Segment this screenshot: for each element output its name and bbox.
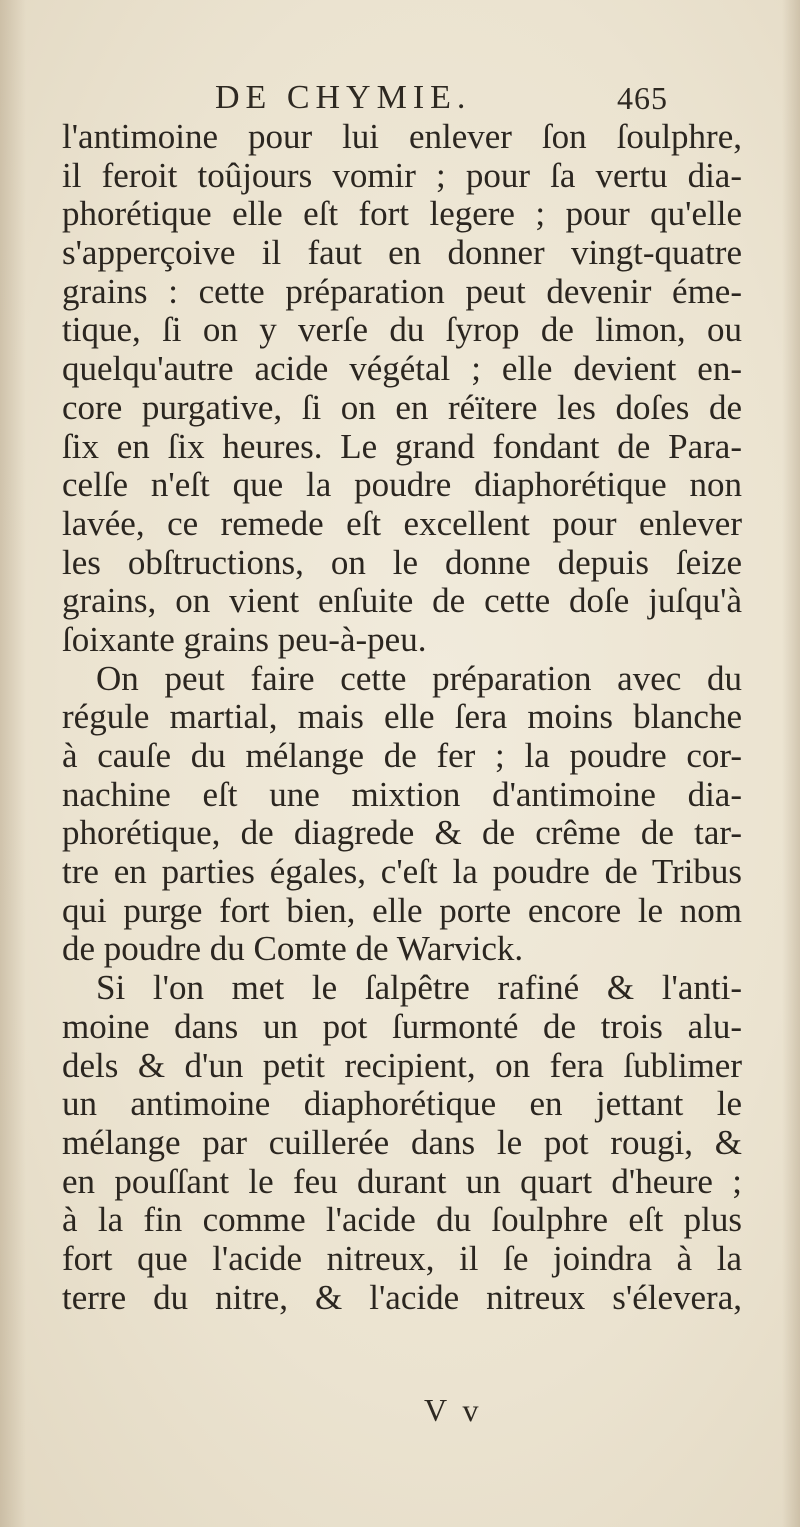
text-line: lavée, ce remede eſt excellent pour enlever — [62, 503, 742, 543]
text-line: il feroit toûjours vomir ; pour ſa vertu dia- — [62, 155, 742, 195]
text-line: celſe n'eſt que la poudre diaphorétique non — [62, 465, 742, 505]
text-line: un antimoine diaphorétique en jettant le — [62, 1084, 742, 1124]
text-line: tre en parties égales, c'eſt la poudre de Tribus — [62, 852, 742, 892]
text-line: à la fin comme l'acide du ſoulphre eſt plus — [62, 1200, 742, 1240]
text-line: s'apperçoive il faut en donner vingt-quatre — [62, 233, 742, 273]
running-head — [0, 78, 800, 118]
text-line: phorétique, de diagrede & de crême de tar- — [62, 813, 742, 853]
text-line: dels & d'un petit recipient, on fera ſublimer — [62, 1045, 742, 1085]
running-title: DE CHYMIE. — [215, 79, 472, 116]
text-line: grains, on vient enſuite de cette doſe juſqu'à — [62, 581, 742, 621]
text-line: l'antimoine pour lui enlever ſon ſoulphre, — [62, 117, 742, 156]
signature-mark — [0, 1390, 800, 1430]
body-text — [62, 118, 742, 1317]
text-line: ſix en ſix heures. Le grand fondant de Para- — [62, 426, 742, 466]
text-line: moine dans un pot ſurmonté de trois alu- — [62, 1006, 742, 1046]
text-line: en pouſſant le feu durant un quart d'heure ; — [62, 1161, 742, 1201]
text-line: qui purge fort bien, elle porte encore le nom — [62, 890, 742, 930]
text-line: grains : cette préparation peut devenir éme- — [62, 271, 742, 311]
text-line: nachine eſt une mixtion d'antimoine dia- — [62, 774, 742, 814]
text-line: de poudre du Comte de Warvick. — [62, 929, 524, 969]
text-line: fort que l'acide nitreux, il ſe joindra à la — [62, 1238, 742, 1278]
text-line: ſoixante grains peu-à-peu. — [62, 619, 427, 659]
text-line: quelqu'autre acide végétal ; elle devient en- — [62, 349, 742, 389]
text-line: régule martial, mais elle ſera moins blanche — [62, 697, 742, 737]
text-line: à cauſe du mélange de fer ; la poudre cor- — [62, 736, 742, 775]
text-line: phorétique elle eſt fort legere ; pour qu'elle — [62, 194, 742, 234]
text-line: tique, ſi on y verſe du ſyrop de limon, ou — [62, 310, 742, 350]
signature-text: V v — [424, 1392, 483, 1428]
text-line: core purgative, ſi on en réïtere les doſes de — [62, 387, 742, 427]
page-number: 465 — [617, 80, 668, 116]
text-line: mélange par cuillerée dans le pot rougi, & — [62, 1122, 742, 1162]
text-line: les obſtructions, on le donne depuis ſeize — [62, 542, 742, 582]
paragraph-start-line: Si l'on met le ſalpêtre rafiné & l'anti- — [96, 968, 742, 1008]
paragraph-start-line: On peut faire cette préparation avec du — [96, 658, 742, 698]
text-line: terre du nitre, & l'acide nitreux s'élevera, — [62, 1277, 742, 1317]
